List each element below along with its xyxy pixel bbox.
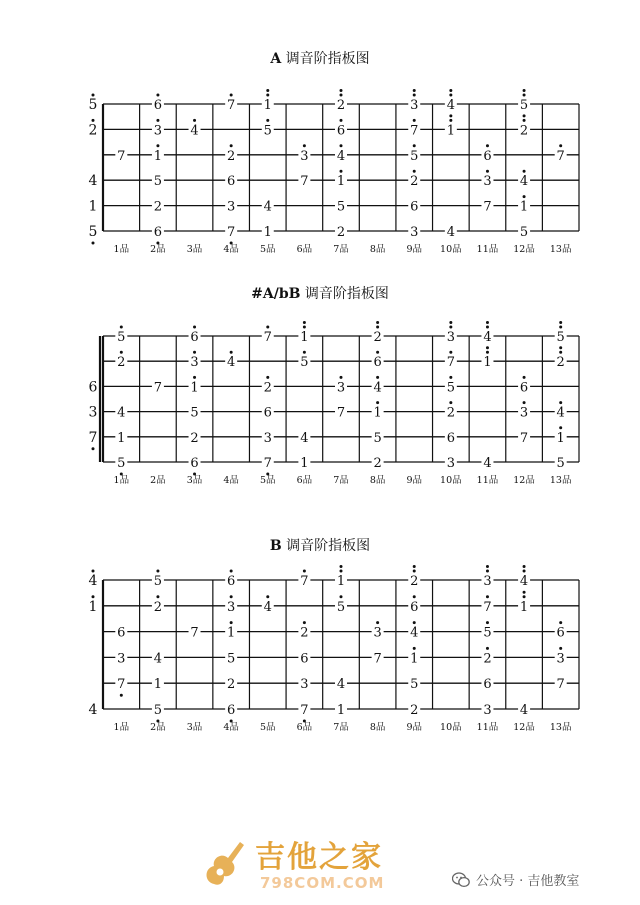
diagram-key-label: #A/bB (251, 286, 301, 302)
scale-note-octave-dot (230, 720, 233, 723)
open-string-note: 5 (88, 224, 98, 240)
scale-note: 1 (519, 199, 529, 215)
scale-note: 2 (336, 225, 346, 240)
scale-note: 4 (410, 625, 419, 641)
scale-note: 5 (153, 574, 163, 589)
scale-note: 7 (300, 174, 309, 190)
open-string-note: 4 (88, 173, 98, 190)
scale-note-octave-dot (523, 570, 526, 573)
brand-logo (200, 830, 450, 900)
fret-label: 6品 (296, 475, 313, 486)
scale-note-octave-dot (303, 621, 306, 624)
fret-label: 4品 (223, 722, 239, 733)
scale-note: 6 (117, 625, 126, 641)
fret-label: 13品 (549, 722, 572, 733)
scale-note: 3 (410, 225, 419, 240)
scale-note: 6 (519, 380, 529, 396)
scale-note: 5 (153, 703, 163, 718)
scale-note: 1 (300, 330, 309, 345)
scale-note: 2 (227, 148, 236, 164)
scale-note: 4 (483, 456, 492, 471)
open-string-note-octave-dot (92, 595, 95, 598)
scale-note-octave-dot (120, 694, 123, 697)
fret-label: 7品 (333, 244, 349, 255)
scale-note: 2 (556, 355, 565, 371)
scale-note: 3 (446, 330, 455, 345)
open-string-note: 6 (88, 379, 98, 396)
scale-note: 6 (410, 199, 419, 215)
scale-note-octave-dot (340, 565, 343, 568)
scale-note: 1 (556, 430, 565, 446)
scale-note-octave-dot (559, 647, 562, 650)
watermark-text: 公众号 · 吉他教室 (476, 874, 580, 889)
scale-note: 3 (373, 625, 382, 641)
scale-note: 7 (153, 380, 163, 396)
scale-note: 1 (153, 677, 163, 693)
scale-note: 2 (227, 677, 236, 693)
scale-note: 1 (336, 174, 346, 190)
scale-note: 3 (336, 380, 346, 396)
scale-note: 5 (153, 174, 163, 190)
scale-note: 4 (373, 380, 382, 396)
scale-note: 6 (190, 330, 199, 345)
scale-note-octave-dot (303, 720, 306, 723)
scale-note: 7 (117, 148, 126, 164)
fret-label: 8品 (369, 244, 386, 255)
scale-note: 1 (483, 355, 492, 371)
scale-note: 4 (556, 405, 565, 421)
scale-note: 3 (227, 199, 236, 215)
scale-note-octave-dot (156, 720, 159, 723)
scale-note-octave-dot (523, 595, 526, 598)
scale-note: 3 (446, 456, 455, 471)
scale-note: 1 (153, 148, 163, 164)
brand-name: 吉他之家 (255, 840, 383, 875)
guitar-logo-icon (200, 834, 250, 894)
scale-note: 7 (483, 599, 492, 615)
fret-label: 8品 (369, 722, 386, 733)
scale-note: 6 (227, 574, 236, 589)
scale-note: 7 (263, 456, 272, 471)
scale-note: 5 (263, 123, 272, 139)
scale-note-octave-dot (486, 621, 489, 624)
scale-note: 5 (300, 355, 309, 371)
scale-note: 4 (117, 405, 126, 421)
scale-note: 2 (483, 651, 492, 667)
fret-label: 2品 (150, 244, 166, 255)
fret-label: 5品 (259, 475, 276, 486)
scale-note: 3 (300, 148, 309, 164)
scale-note: 1 (300, 456, 309, 471)
open-string-note: 3 (88, 404, 98, 421)
scale-note: 5 (190, 405, 199, 421)
scale-note: 4 (336, 148, 346, 164)
scale-note: 4 (263, 599, 272, 615)
scale-note: 7 (227, 98, 236, 113)
scale-note: 1 (117, 430, 126, 446)
scale-note: 3 (153, 123, 163, 139)
scale-note: 2 (263, 380, 272, 396)
open-string-note: 4 (88, 573, 98, 589)
scale-note: 3 (117, 651, 126, 667)
scale-note: 3 (483, 174, 492, 190)
scale-note: 7 (556, 148, 565, 164)
diagram-title-text: 调音阶指板图 (304, 286, 389, 302)
fret-label: 8品 (369, 475, 386, 486)
scale-note: 2 (117, 355, 126, 371)
scale-note: 2 (373, 456, 382, 471)
fret-label: 11品 (476, 722, 499, 733)
scale-note: 5 (227, 651, 236, 667)
scale-note: 7 (227, 225, 236, 240)
scale-note: 1 (336, 703, 346, 718)
scale-note: 4 (153, 651, 163, 667)
fret-label: 11品 (476, 475, 499, 486)
fret-label: 13品 (549, 244, 572, 255)
scale-note: 2 (190, 430, 199, 446)
scale-note: 6 (373, 355, 382, 371)
scale-note-octave-dot (486, 570, 489, 573)
scale-note: 5 (410, 148, 419, 164)
scale-note: 7 (190, 625, 199, 641)
fret-label: 2品 (150, 475, 166, 486)
scale-note-octave-dot (486, 595, 489, 598)
scale-note: 3 (483, 574, 492, 589)
fret-label: 3品 (186, 475, 203, 486)
scale-note: 5 (410, 677, 419, 693)
scale-note: 7 (483, 199, 492, 215)
scale-note: 7 (446, 355, 455, 371)
open-string-note: 4 (88, 702, 98, 718)
scale-note: 1 (190, 380, 199, 396)
open-string-note: 1 (88, 598, 98, 615)
scale-note: 2 (519, 123, 529, 139)
scale-note-octave-dot (559, 621, 562, 624)
scale-note: 4 (300, 430, 309, 446)
scale-note: 6 (446, 430, 455, 446)
scale-note: 1 (263, 98, 272, 113)
fret-label: 1品 (113, 475, 130, 486)
scale-note: 4 (227, 355, 236, 371)
scale-note: 4 (519, 574, 529, 589)
scale-note: 4 (336, 677, 346, 693)
scale-note-octave-dot (413, 595, 416, 598)
scale-note: 5 (556, 456, 565, 471)
scale-note: 5 (556, 330, 565, 345)
scale-note: 5 (519, 225, 529, 240)
scale-note: 1 (410, 651, 419, 667)
scale-note: 4 (446, 98, 455, 113)
diagram-key-label: A (270, 51, 282, 67)
scale-note: 7 (410, 123, 419, 139)
fret-label: 7品 (333, 475, 349, 486)
scale-note: 6 (410, 599, 419, 615)
scale-note: 3 (263, 430, 272, 446)
scale-note: 7 (117, 677, 126, 693)
scale-note: 2 (373, 330, 382, 345)
open-string-note: 7 (88, 429, 98, 446)
scale-note: 5 (519, 98, 529, 113)
scale-note-octave-dot (303, 570, 306, 573)
scale-note: 2 (410, 703, 419, 718)
scale-note-octave-dot (156, 570, 159, 573)
scale-note: 4 (519, 174, 529, 190)
scale-note: 3 (556, 651, 565, 667)
fret-label: 3品 (186, 722, 203, 733)
fret-label: 9品 (406, 244, 423, 255)
scale-note: 7 (263, 330, 272, 345)
scale-note: 6 (263, 405, 272, 421)
open-string-note: 1 (88, 198, 98, 215)
scale-note-octave-dot (413, 565, 416, 568)
scale-note: 6 (227, 174, 236, 190)
fret-label: 4品 (223, 475, 239, 486)
scale-note: 1 (519, 599, 529, 615)
scale-note: 1 (373, 405, 382, 421)
scale-note: 3 (519, 405, 529, 421)
scale-note: 7 (300, 703, 309, 718)
scale-note-octave-dot (230, 621, 233, 624)
scale-note-octave-dot (413, 647, 416, 650)
scale-note-octave-dot (376, 621, 379, 624)
open-string-note: 5 (88, 97, 98, 113)
scale-note: 5 (446, 380, 455, 396)
scale-note-octave-dot (266, 595, 269, 598)
scale-note: 6 (556, 625, 565, 641)
fret-label: 3品 (186, 244, 203, 255)
fret-label: 1品 (113, 244, 130, 255)
scale-note: 3 (410, 98, 419, 113)
fret-label: 12品 (513, 722, 535, 733)
scale-note: 2 (410, 574, 419, 589)
scale-note: 4 (483, 330, 492, 345)
fret-label: 11品 (476, 244, 499, 255)
scale-note-octave-dot (340, 595, 343, 598)
scale-note-octave-dot (523, 565, 526, 568)
fret-label: 13品 (549, 475, 572, 486)
diagram-key-label: B (269, 538, 282, 554)
scale-note: 2 (153, 199, 163, 215)
scale-note: 3 (300, 677, 309, 693)
scale-note: 3 (483, 703, 492, 718)
scale-note-octave-dot (230, 595, 233, 598)
scale-note: 6 (300, 651, 309, 667)
diagram-title-text: 调音阶指板图 (286, 538, 371, 554)
scale-note-octave-dot (230, 570, 233, 573)
wechat-watermark (452, 870, 579, 889)
scale-note: 6 (227, 703, 236, 718)
scale-note-octave-dot (413, 621, 416, 624)
scale-note: 2 (336, 98, 346, 113)
fret-label: 9品 (406, 722, 423, 733)
scale-note: 5 (117, 330, 126, 345)
fret-label: 4品 (223, 244, 239, 255)
scale-note: 2 (410, 174, 419, 190)
scale-note: 6 (483, 677, 492, 693)
scale-note-octave-dot (156, 595, 159, 598)
scale-note: 7 (556, 677, 565, 693)
scale-note-octave-dot (486, 647, 489, 650)
scale-note: 7 (336, 405, 346, 421)
fret-label: 10品 (440, 722, 462, 733)
scale-note: 6 (336, 123, 346, 139)
fret-label: 2品 (150, 722, 166, 733)
scale-note: 2 (446, 405, 455, 421)
scale-note: 5 (336, 199, 346, 215)
fret-label: 5品 (259, 244, 276, 255)
scale-note: 1 (263, 225, 272, 240)
scale-note: 2 (300, 625, 309, 641)
scale-note: 7 (300, 574, 309, 589)
scale-note: 5 (117, 456, 126, 471)
scale-note: 4 (446, 225, 455, 240)
scale-note-octave-dot (523, 591, 526, 594)
scale-note: 3 (227, 599, 236, 615)
scale-note: 1 (227, 625, 236, 641)
fret-label: 9品 (406, 475, 423, 486)
scale-note: 7 (519, 430, 529, 446)
scale-note: 2 (153, 599, 163, 615)
scale-note: 6 (190, 456, 199, 471)
scale-note: 4 (519, 703, 529, 718)
fret-label: 1品 (113, 722, 130, 733)
scale-note: 4 (263, 199, 272, 215)
scale-note-octave-dot (340, 570, 343, 573)
scale-note: 5 (336, 599, 346, 615)
fret-label: 10品 (440, 475, 462, 486)
wechat-icon (452, 872, 470, 888)
scale-note: 4 (190, 123, 199, 139)
fret-label: 12品 (513, 244, 535, 255)
scale-note: 3 (190, 355, 199, 371)
brand-url: 798COM.COM (260, 874, 385, 892)
scale-note: 1 (446, 123, 455, 139)
fret-label: 6品 (296, 722, 313, 733)
fret-label: 12品 (513, 475, 535, 486)
scale-note: 5 (483, 625, 492, 641)
scale-note: 1 (336, 574, 346, 589)
scale-note: 6 (153, 225, 163, 240)
fret-label: 5品 (259, 722, 276, 733)
scale-note: 7 (373, 651, 382, 667)
scale-note: 5 (373, 430, 382, 446)
scale-note: 6 (153, 98, 163, 113)
open-string-note-octave-dot (92, 570, 95, 573)
scale-note-octave-dot (413, 570, 416, 573)
fret-label: 7品 (333, 722, 349, 733)
diagram-title-text: 调音阶指板图 (285, 51, 370, 67)
scale-note-octave-dot (486, 565, 489, 568)
open-string-note: 2 (88, 122, 98, 139)
fret-label: 6品 (296, 244, 313, 255)
fret-label: 10品 (440, 244, 462, 255)
scale-note: 6 (483, 148, 492, 164)
